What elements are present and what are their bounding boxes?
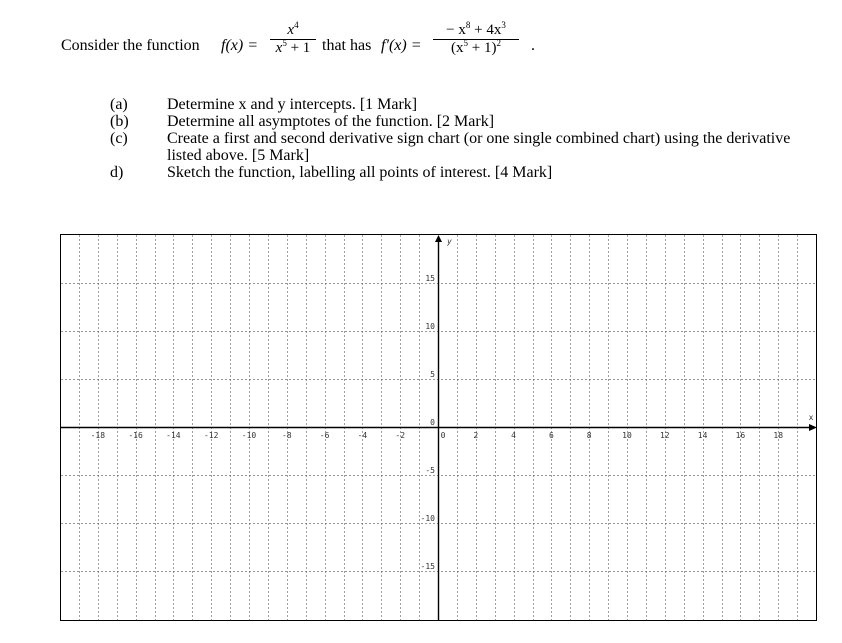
function-fraction: $x^4$ $x^5 + 1$ bbox=[270, 23, 316, 56]
y-tick-label: 0 bbox=[430, 418, 435, 427]
question-text: Determine all asymptotes of the function. [2 Mark] bbox=[167, 113, 495, 130]
x-tick-label: -6 bbox=[319, 431, 330, 440]
x-axis-arrow bbox=[809, 424, 817, 431]
question-text: Determine x and y intercepts. [1 Mark] bbox=[167, 96, 418, 113]
x-tick-label: 8 bbox=[586, 431, 592, 440]
question-text: Create a first and second derivative sign chart (or one single combined chart) using the derivative listed above. [5 Mark] bbox=[167, 130, 791, 164]
x-tick-label: 6 bbox=[548, 431, 554, 440]
question-label: (a) bbox=[110, 96, 128, 113]
y-tick-label: -10 bbox=[420, 514, 435, 523]
x-tick-label: 0 bbox=[440, 431, 446, 440]
intro-mid: that has bbox=[322, 37, 372, 54]
x-tick-label: -14 bbox=[166, 431, 181, 440]
coordinate-grid bbox=[60, 234, 818, 622]
x-tick-label: -12 bbox=[203, 431, 219, 440]
x-tick-label: 18 bbox=[773, 431, 784, 440]
y-tick-labels bbox=[421, 274, 436, 571]
fprime-lhs: f′(x) = bbox=[381, 37, 422, 54]
f-lhs: f(x) = bbox=[221, 37, 258, 54]
x-tick-label: 4 bbox=[511, 431, 517, 440]
x-tick-label: -18 bbox=[90, 431, 106, 440]
x-tick-labels bbox=[91, 431, 784, 440]
y-tick-label: -15 bbox=[420, 562, 435, 571]
x-tick-label: 16 bbox=[735, 431, 746, 440]
x-tick-label: 10 bbox=[622, 431, 632, 440]
x-tick-label: 2 bbox=[473, 431, 479, 440]
y-tick-label: 15 bbox=[425, 274, 435, 283]
question-label: (c) bbox=[110, 130, 128, 147]
x-tick-label: 14 bbox=[697, 431, 708, 440]
x-tick-label: -4 bbox=[357, 431, 368, 440]
x-tick-label: -8 bbox=[281, 431, 292, 440]
y-axis-arrow bbox=[435, 235, 442, 242]
y-axis-label: y bbox=[447, 237, 452, 246]
x-tick-label: 12 bbox=[659, 431, 670, 440]
question-label: (b) bbox=[110, 113, 129, 130]
x-tick-label: -2 bbox=[395, 431, 406, 440]
x-tick-label: -10 bbox=[241, 431, 257, 440]
question-text: Sketch the function, labelling all points of interest. [4 Mark] bbox=[167, 164, 553, 181]
y-tick-label: -5 bbox=[425, 466, 435, 475]
y-tick-label: 10 bbox=[425, 322, 435, 331]
intro-end: . bbox=[531, 37, 535, 54]
question-label: d) bbox=[110, 164, 124, 181]
y-tick-label: 5 bbox=[430, 370, 435, 379]
x-axis-label: x bbox=[808, 413, 814, 422]
intro-lead: Consider the function bbox=[61, 37, 200, 54]
x-tick-label: -16 bbox=[128, 431, 143, 440]
derivative-fraction: − $x^8 + 4x^3$ $(x^5 + 1)^2$ bbox=[433, 23, 519, 56]
